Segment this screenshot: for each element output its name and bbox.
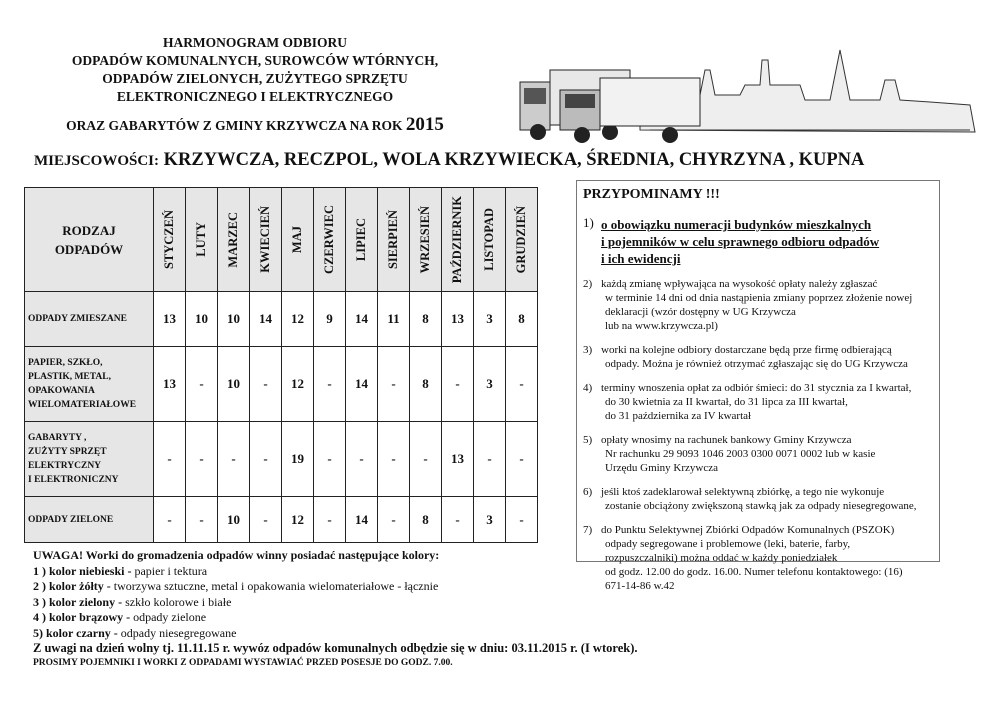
- month-header: [154, 188, 186, 292]
- reminder-line: i pojemników w celu sprawnego odbioru odpadów: [601, 234, 880, 249]
- reminder-line: odpady segregowane i problemowe (leki, baterie, farby,: [605, 538, 851, 550]
- trucks-town-illustration: [500, 40, 980, 145]
- pickup-day-cell: -: [506, 497, 538, 543]
- table-header-row: [25, 188, 538, 292]
- reminder-line: o obowiązku numeracji budynków mieszkalnych: [601, 217, 872, 232]
- bag-color-item: [33, 564, 637, 580]
- pickup-day-cell: 3: [474, 292, 506, 347]
- color-purpose: szkło kolorowe i białe: [122, 594, 232, 609]
- pickup-day-cell: -: [474, 422, 506, 497]
- month-label: LUTY: [194, 222, 208, 257]
- pickup-day-cell: 11: [378, 292, 410, 347]
- color-name: 1 ) kolor niebieski -: [33, 563, 132, 578]
- pickup-day-cell: 9: [314, 292, 346, 347]
- notes: [33, 548, 637, 669]
- waste-type-line: ELEKTRYCZNY: [28, 461, 102, 471]
- reminder-line: jeśli ktoś zadeklarował selektywną zbiórkę, a tego nie wykonuje: [601, 486, 885, 498]
- corner-header: [25, 188, 154, 292]
- reminder-line: opłaty wnosimy na rachunek bankowy Gminy Krzywcza: [601, 434, 852, 446]
- pickup-day-cell: -: [442, 497, 474, 543]
- reminder-line: w terminie 14 dni od dnia nastąpienia zmiany poprzez złożenie nowej: [605, 292, 913, 304]
- reminder-line: do 31 października za IV kwartał: [605, 410, 752, 422]
- bag-colors-list: [33, 564, 637, 642]
- pickup-day-cell: -: [442, 347, 474, 422]
- corner-line: ODPADÓW: [54, 241, 124, 257]
- pickup-day-cell: 10: [186, 292, 218, 347]
- waste-type-cell: [25, 422, 154, 497]
- table-row: [25, 347, 538, 422]
- month-header: [378, 188, 410, 292]
- waste-type-line: WIELOMATERIAŁOWE: [28, 400, 137, 410]
- color-name: 4 ) kolor brązowy -: [33, 610, 131, 624]
- pickup-day-cell: 12: [282, 347, 314, 422]
- pickup-day-cell: -: [506, 422, 538, 497]
- pickup-day-cell: 8: [410, 292, 442, 347]
- reminder-item: [583, 277, 939, 333]
- pickup-day-cell: 14: [250, 292, 282, 347]
- title-year: 2015: [405, 114, 444, 135]
- month-label: LIPIEC: [354, 217, 368, 262]
- title-line: HARMONOGRAM ODBIORU: [162, 35, 348, 50]
- pickup-day-cell: 12: [282, 292, 314, 347]
- title-line: ODPADÓW ZIELONYCH, ZUŻYTEGO SPRZĘTU: [102, 71, 408, 86]
- reminders-list: [577, 216, 939, 593]
- holiday-notice: Z uwagi na dzień wolny tj. 11.11.15 r. wywóz odpadów komunalnych odbędzie się w dniu: 03.11.2015 r. (I wtorek).: [33, 641, 638, 655]
- pickup-day-cell: 10: [218, 292, 250, 347]
- pickup-day-cell: -: [218, 422, 250, 497]
- waste-type-line: I ELEKTRONICZNY: [28, 475, 119, 485]
- waste-type-line: OPAKOWANIA: [28, 386, 95, 396]
- localities-value: KRZYWCZA, RECZPOL, WOLA KRZYWIECKA, ŚREDNIA, CHYRZYNA , KUPNA: [163, 150, 865, 170]
- pickup-day-cell: 14: [346, 497, 378, 543]
- localities: [34, 150, 864, 171]
- notes-heading: UWAGA! Worki do gromadzenia odpadów winny posiadać następujące kolory:: [33, 548, 440, 562]
- document-title: [20, 34, 490, 135]
- pickup-day-cell: 10: [218, 347, 250, 422]
- table-row: [25, 497, 538, 543]
- month-label: STYCZEŃ: [162, 209, 176, 270]
- table-row: [25, 292, 538, 347]
- reminder-number: 4): [583, 382, 593, 394]
- reminder-number: 2): [583, 278, 593, 290]
- title-line: [20, 116, 490, 135]
- pickup-day-cell: 13: [154, 292, 186, 347]
- waste-type-line: ODPADY ZIELONE: [28, 514, 114, 525]
- pickup-day-cell: -: [186, 497, 218, 543]
- pickup-day-cell: -: [154, 422, 186, 497]
- color-name: 3 ) kolor zielony -: [33, 594, 123, 609]
- waste-type-line: ZUŻYTY SPRZĘT: [28, 447, 107, 457]
- waste-type-line: PAPIER, SZKŁO,: [28, 358, 103, 368]
- month-header: [314, 188, 346, 292]
- waste-type-line: GABARYTY ,: [28, 433, 87, 443]
- pickup-day-cell: -: [250, 347, 282, 422]
- pickup-day-cell: -: [506, 347, 538, 422]
- pickup-day-cell: 3: [474, 347, 506, 422]
- pickup-day-cell: -: [314, 347, 346, 422]
- reminder-item: [583, 485, 939, 513]
- month-label: GRUDZIEŃ: [514, 205, 528, 274]
- color-purpose: papier i tektura: [131, 563, 208, 578]
- month-label: MARZEC: [226, 211, 240, 268]
- bag-color-item: [33, 610, 637, 626]
- reminder-number: 7): [583, 524, 593, 536]
- color-name: 5) kolor czarny -: [33, 625, 118, 640]
- pickup-day-cell: -: [410, 422, 442, 497]
- pickup-day-cell: 14: [346, 347, 378, 422]
- reminder-line: od godz. 12.00 do godz. 16.00. Numer telefonu kontaktowego: (16): [605, 566, 903, 578]
- color-purpose: odpady zielone: [130, 610, 207, 624]
- pickup-day-cell: 10: [218, 497, 250, 543]
- reminder-line: rozpuszczalniki) można oddać w każdy poniedziałek: [605, 552, 838, 564]
- reminder-line: Urzędu Gminy Krzywcza: [605, 462, 719, 474]
- reminder-line: terminy wnoszenia opłat za odbiór śmieci: do 31 stycznia za I kwartał,: [601, 382, 912, 394]
- pickup-day-cell: -: [378, 422, 410, 497]
- waste-type-line: PLASTIK, METAL,: [28, 372, 111, 382]
- reminder-item: [583, 433, 939, 475]
- month-label: WRZESIEŃ: [418, 205, 432, 274]
- reminder-number: 5): [583, 434, 593, 446]
- month-header: [250, 188, 282, 292]
- pickup-day-cell: 13: [442, 422, 474, 497]
- color-purpose: tworzywa sztuczne, metal i opakowania wielomateriałowe - łącznie: [110, 579, 439, 593]
- month-label: MAJ: [290, 225, 304, 254]
- color-purpose: odpady niesegregowane: [117, 625, 237, 640]
- localities-label: MIEJSCOWOŚCI:: [34, 153, 160, 169]
- pickup-day-cell: -: [154, 497, 186, 543]
- month-label: CZERWIEC: [322, 204, 336, 275]
- pickup-day-cell: -: [378, 497, 410, 543]
- reminder-item: [583, 381, 939, 423]
- title-line: ODPADÓW KOMUNALNYCH, SUROWCÓW WTÓRNYCH,: [71, 53, 439, 68]
- waste-type-cell: [25, 497, 154, 543]
- reminder-line: 671-14-86 w.42: [605, 580, 675, 592]
- pickup-day-cell: -: [186, 347, 218, 422]
- corner-line: RODZAJ: [62, 222, 116, 238]
- reminder-line: Nr rachunku 29 9093 1046 2003 0300 0071 0002 lub w kasie: [605, 448, 876, 460]
- pickup-day-cell: -: [378, 347, 410, 422]
- reminder-item: [583, 343, 939, 371]
- pickup-day-cell: -: [250, 497, 282, 543]
- reminder-line: odpady. Można je również otrzymać zgłaszając się do UG Krzywcza: [605, 358, 908, 370]
- title-line: ELEKTRONICZNEGO I ELEKTRYCZNEGO: [116, 89, 394, 104]
- reminders-heading: PRZYPOMINAMY !!!: [583, 187, 720, 202]
- month-header: [410, 188, 442, 292]
- reminder-line: każdą zmianę wpływająca na wysokość opłaty należy zgłaszać: [601, 278, 878, 290]
- deadline-notice: PROSIMY POJEMNIKI I WORKI Z ODPADAMI WYSTAWIAĆ PRZED POSESJE DO GODZ. 7.00.: [33, 657, 453, 668]
- month-header: [186, 188, 218, 292]
- waste-type-cell: [25, 347, 154, 422]
- reminder-line: zostanie obciążony zwiększoną stawką jak za odpady niesegregowane,: [605, 500, 917, 512]
- bag-color-item: [33, 579, 637, 595]
- month-label: PAŹDZIERNIK: [450, 195, 464, 284]
- reminder-item: [583, 216, 939, 267]
- month-label: LISTOPAD: [482, 208, 496, 271]
- month-label: SIERPIEŃ: [386, 209, 400, 270]
- bag-color-item: [33, 595, 637, 611]
- month-header: [442, 188, 474, 292]
- month-label: KWIECIEŃ: [258, 206, 272, 273]
- waste-type-line: ODPADY ZMIESZANE: [28, 314, 127, 324]
- table-row: [25, 422, 538, 497]
- pickup-day-cell: -: [346, 422, 378, 497]
- pickup-day-cell: 13: [154, 347, 186, 422]
- pickup-day-cell: -: [186, 422, 218, 497]
- reminder-number: 6): [583, 486, 593, 498]
- waste-type-cell: [25, 292, 154, 347]
- reminder-line: do Punktu Selektywnej Zbiórki Odpadów Komunalnych (PSZOK): [601, 524, 895, 536]
- reminder-line: worki na kolejne odbiory dostarczane będą prze firmę odbierającą: [601, 344, 892, 356]
- pickup-day-cell: 14: [346, 292, 378, 347]
- pickup-day-cell: -: [314, 497, 346, 543]
- reminder-line: i ich ewidencji: [601, 251, 681, 266]
- bag-color-item: [33, 626, 637, 642]
- month-header: [506, 188, 538, 292]
- reminder-number: 3): [583, 344, 593, 356]
- reminder-line: do 30 kwietnia za II kwartał, do 31 lipca za III kwartał,: [605, 396, 848, 408]
- pickup-day-cell: 13: [442, 292, 474, 347]
- title-text: ORAZ GABARYTÓW Z GMINY KRZYWCZA NA ROK: [66, 118, 403, 133]
- pickup-day-cell: 12: [282, 497, 314, 543]
- month-header: [346, 188, 378, 292]
- reminder-line: lub na www.krzywcza.pl): [605, 320, 718, 332]
- month-header: [474, 188, 506, 292]
- pickup-day-cell: 8: [410, 497, 442, 543]
- pickup-day-cell: -: [314, 422, 346, 497]
- pickup-day-cell: 8: [410, 347, 442, 422]
- pickup-day-cell: 8: [506, 292, 538, 347]
- reminder-line: deklaracji (wzór dostępny w UG Krzywcza: [605, 306, 796, 318]
- month-header: [218, 188, 250, 292]
- pickup-day-cell: 19: [282, 422, 314, 497]
- color-name: 2 ) kolor żółty -: [33, 579, 111, 593]
- pickup-day-cell: 3: [474, 497, 506, 543]
- pickup-day-cell: -: [250, 422, 282, 497]
- schedule-table: [24, 187, 538, 543]
- reminders-box: [576, 180, 940, 592]
- month-header: [282, 188, 314, 292]
- reminder-number: 1): [583, 215, 594, 230]
